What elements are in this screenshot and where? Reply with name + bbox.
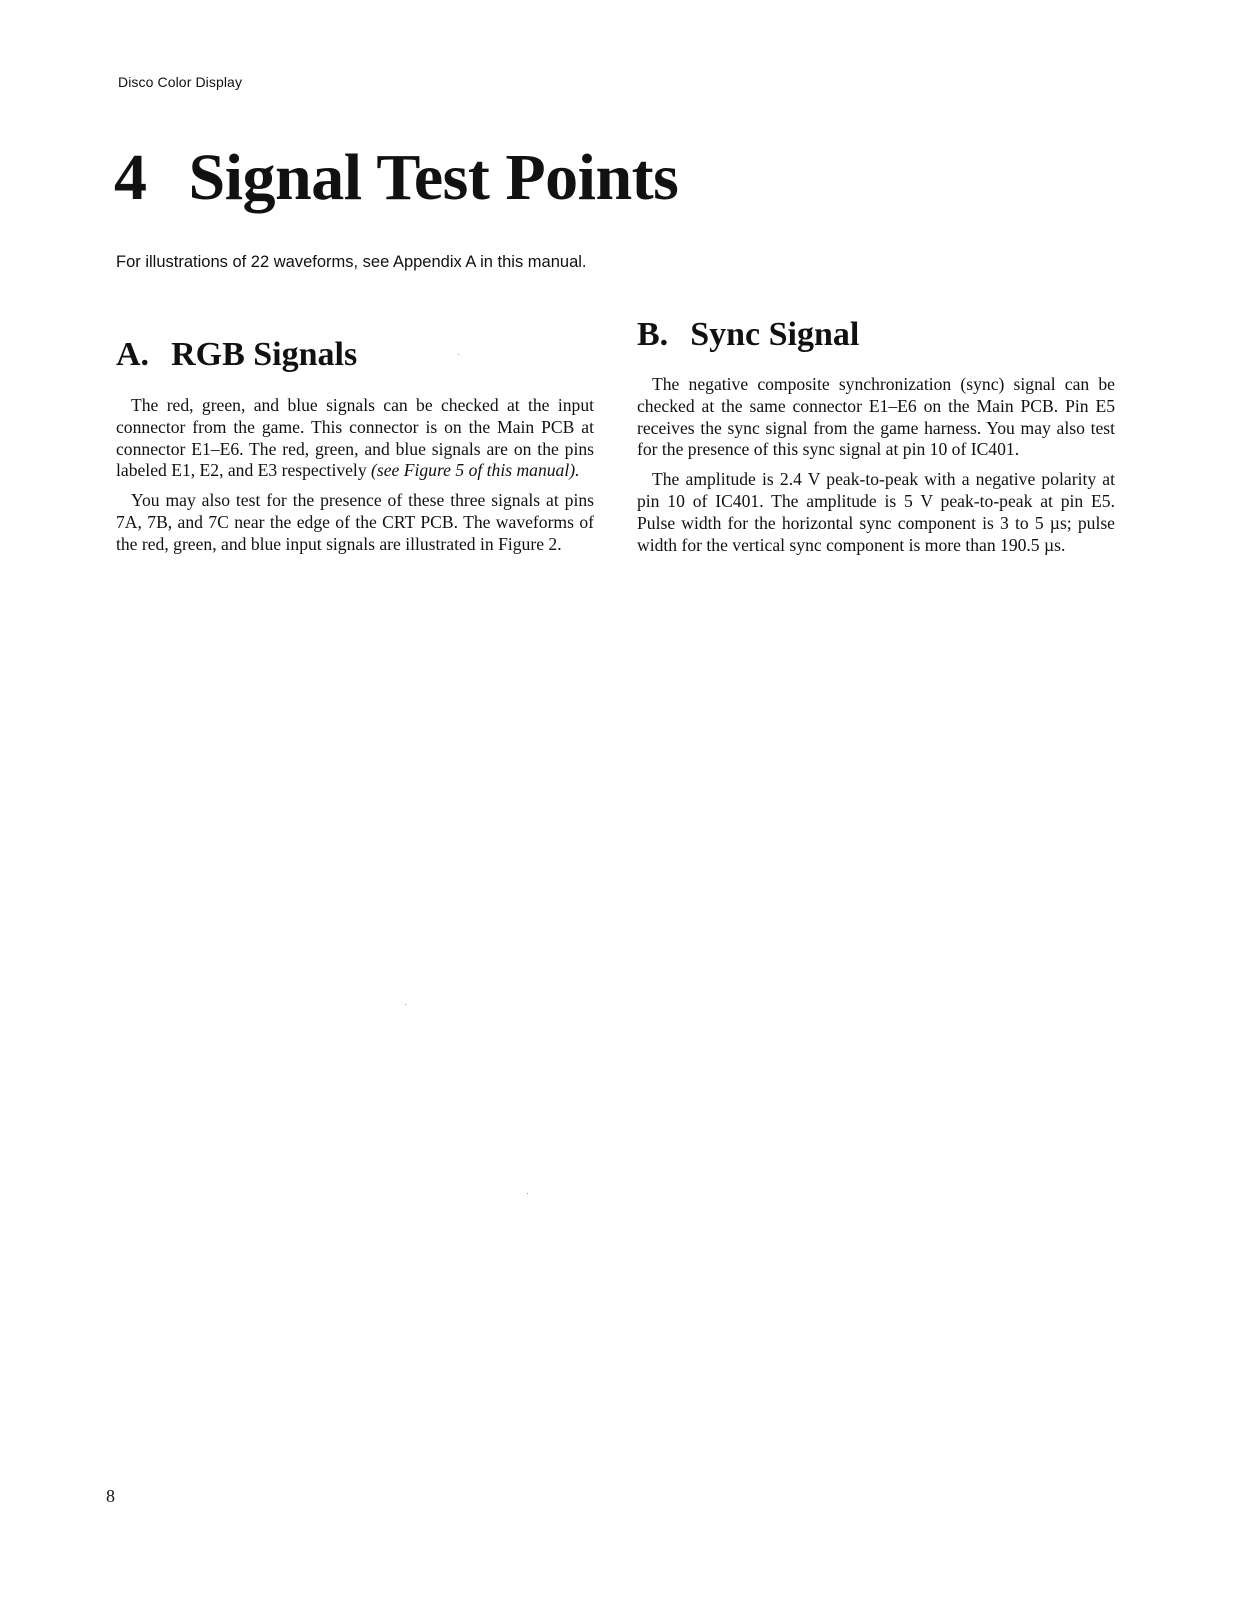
running-header: Disco Color Display xyxy=(118,74,243,90)
section-b-column xyxy=(637,313,1115,564)
section-b-paragraph-1: The negative composite synchronization (sync) signal can be checked at the same connector E1–E6 on the Main PCB. Pin E5 receives the sync signal from the game harness. You may also test for the presence of this sync signal at pin 10 of IC401. xyxy=(637,374,1115,460)
section-a-paragraph-1-text: The red, green, and blue signals can be checked at the input connector from the game. This connector is on the Main PCB at connector E1–E6. The red, green, and blue signals are on the pins labeled E1, E2, and E3 respectively xyxy=(116,395,594,481)
chapter-title-text: Signal Test Points xyxy=(188,141,679,214)
scan-speck xyxy=(458,354,459,355)
section-b-heading xyxy=(637,313,1115,357)
section-a-paragraph-1 xyxy=(116,395,594,482)
figure-reference: (see Figure 5 of this manual). xyxy=(371,460,580,481)
scan-speck xyxy=(527,1193,528,1194)
section-a-letter: A. xyxy=(116,336,150,373)
section-a-title: RGB Signals xyxy=(171,336,358,373)
section-b-paragraph-2: The amplitude is 2.4 V peak-to-peak with a negative polarity at pin 10 of IC401. The amplitude is 5 V peak-to-peak at pin E5. Pulse width for the horizontal sync component is 3 to 5 µs; pulse width for the vertical sync component is more than 190.5 µs. xyxy=(637,469,1115,555)
intro-paragraph: For illustrations of 22 waveforms, see Appendix A in this manual. xyxy=(116,253,587,271)
chapter-title xyxy=(114,133,678,223)
section-a-heading xyxy=(116,333,594,377)
scan-speck xyxy=(405,1004,406,1005)
section-a-column xyxy=(116,333,594,564)
chapter-number: 4 xyxy=(114,141,147,214)
section-b-title: Sync Signal xyxy=(690,316,860,353)
section-b-letter: B. xyxy=(637,316,669,353)
page-number: 8 xyxy=(106,1486,115,1506)
section-a-paragraph-2: You may also test for the presence of these three signals at pins 7A, 7B, and 7C near the edge of the CRT PCB. The waveforms of the red, green, and blue input signals are illustrated in Figure 2. xyxy=(116,490,594,554)
